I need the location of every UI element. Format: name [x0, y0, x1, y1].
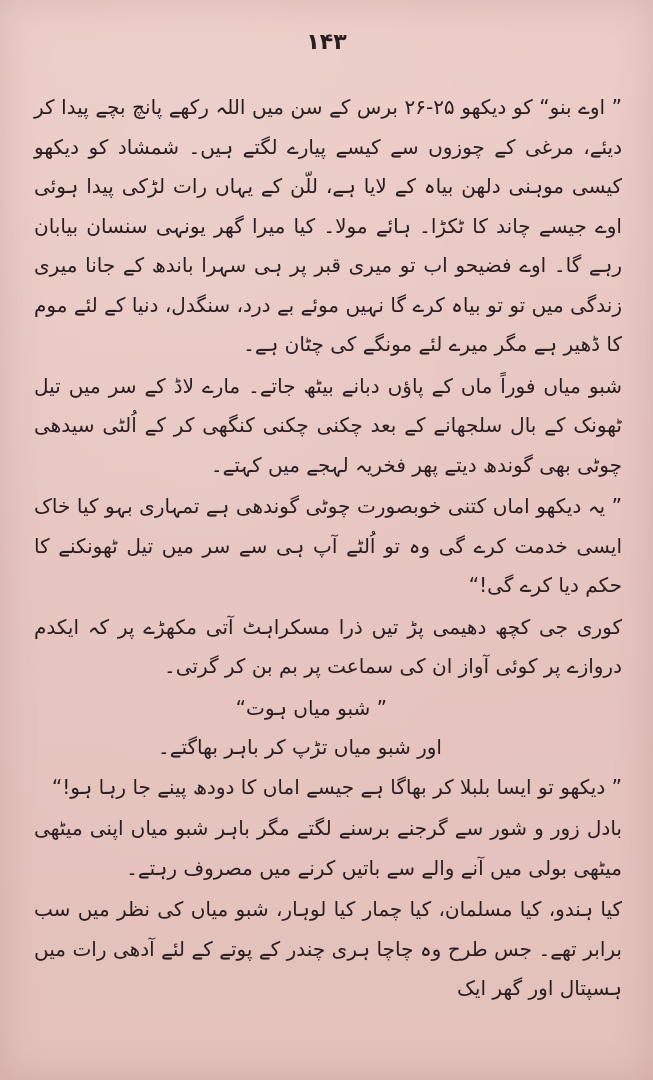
paragraph-1: ” اوے بنو“ کو دیکھو ۲۵-۲۶ برس کے سن میں اللہ رکھے پانچ بچے پیدا کر دیئے، مرغی کے چوزوں سے کیسے پیارے لگتے ہیں۔ شمشاد کو دیکھو کیسی موہنی دلھن بیاہ کے لایا ہے، للّن کے یہاں رات لڑکی پیدا ہوئی اوے جیسے چاند کا ٹکڑا۔ ہائے مولا۔ کیا میرا گھر یونہی سنسان بیابان رہے گا۔ اوے فضیحو اب تو میری قبر پر ہی سہرا باندھ کے جانا میری زندگی میں تو تو بیاہ کرے گا نہیں موئے بے درد، سنگدل، دنیا کے لئے موم کا ڈھیر ہے مگر میرے لئے مونگے کی چٹان ہے۔ — [34, 95, 622, 356]
paragraph-9: کیا ہندو، کیا مسلمان، کیا چمار کیا لوہار، شبو میاں کی نظر میں سب برابر تھے۔ جس طرح وہ چاچا ہری چندر کے پوتے کے لئے آدھی رات میں ہسپتال اور گھر ایک — [34, 897, 622, 1000]
page-body — [34, 88, 622, 1009]
paragraph-8: بادل زور و شور سے گرجنے برسنے لگتے مگر باہر شبو میاں اپنی میٹھی میٹھی بولی میں آنے والے سے باتیں کرنے میں مصروف رہتے۔ — [34, 816, 622, 880]
paragraph-4: کوری جی کچھ دھیمی پڑ تیں ذرا مسکراہٹ آتی مکھڑے پر کہ ایکدم دروازے پر کوئی آواز ان کی سماعت پر بم بن کر گرتی۔ — [34, 614, 622, 678]
paragraph-5: ” شبو میاں ہوت“ — [235, 695, 387, 720]
paragraph-6: اور شبو میاں تڑپ کر باہر بھاگتے۔ — [158, 735, 442, 759]
paragraph-2: شبو میاں فوراً ماں کے پاؤں دبانے بیٹھ جاتے۔ مارے لاڈ کے سر میں تیل ٹھونک کے بال سلجھانے کے بعد چکنی چکنی کنگھی کر کے اُلٹی سیدھی چوٹی بھی گوندھ دیتے پھر فخریہ لہجے میں کہتے۔ — [34, 373, 622, 477]
paragraph-7: ” دیکھو تو ایسا بلبلا کر بھاگا ہے جیسے اماں کا دودھ پینے جا رہا ہو!“ — [51, 774, 622, 799]
paragraph-3: ” یہ دیکھو اماں کتنی خوبصورت چوٹی گوندھی ہے تمہاری بہو کیا خاک ایسی خدمت کرے گی وہ تو اُلٹے آپ ہی سے سر میں تیل ٹھونکنے کا حکم دیا کرے گی!“ — [34, 494, 622, 597]
page-number: ۱۴۳ — [306, 30, 347, 55]
